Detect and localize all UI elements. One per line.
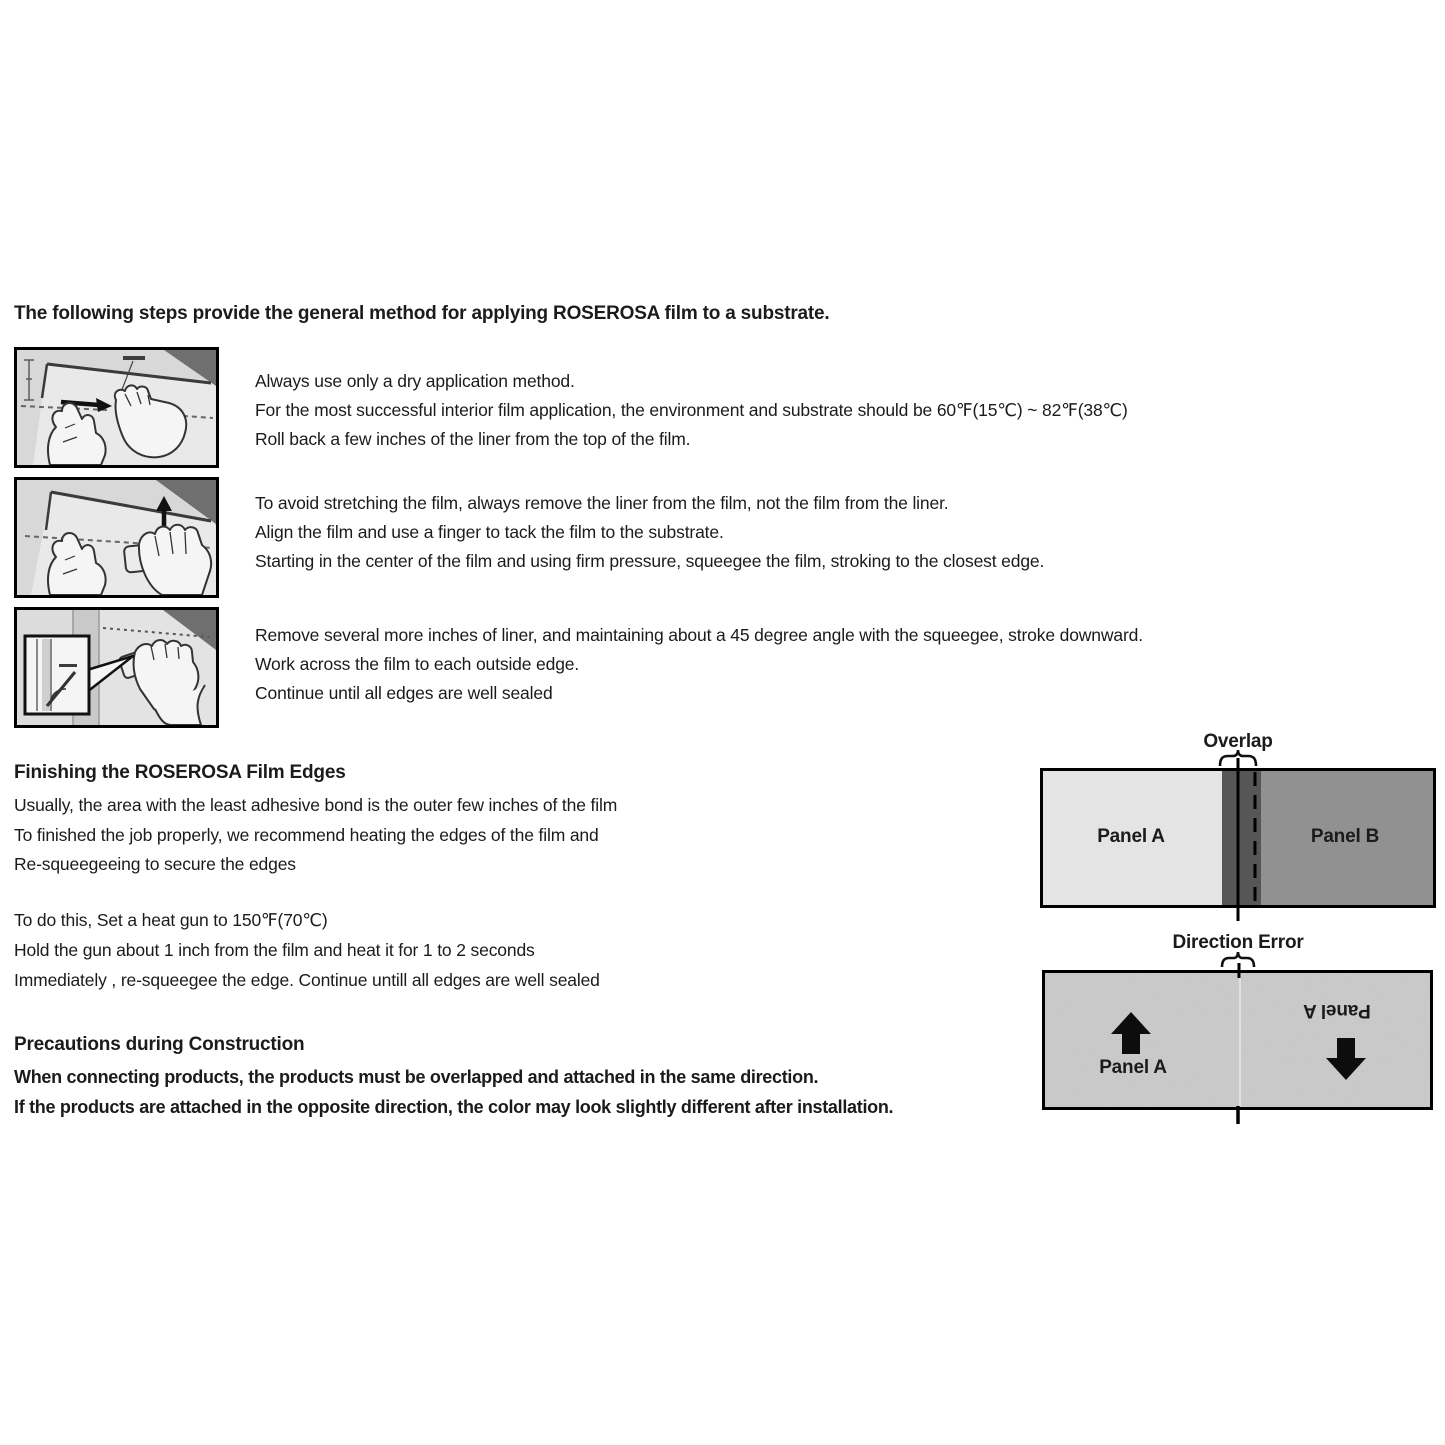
overlap-panel-b-label: Panel B — [1310, 826, 1380, 847]
step-2-illustration — [14, 477, 219, 598]
step-1-text — [255, 367, 1128, 454]
step-1-line-1: Always use only a dry application method. — [255, 371, 575, 391]
precautions-line-1: When connecting products, the products must be overlapped and attached in the same direction. — [14, 1067, 819, 1087]
step-2-text — [255, 489, 1044, 576]
overlap-panel-a-label: Panel A — [1097, 826, 1165, 847]
tiny-label-mark — [59, 664, 77, 667]
finishing-text — [14, 791, 617, 880]
direction-brace-icon — [1222, 952, 1254, 967]
step-3-line-1: Remove several more inches of liner, and maintaining about a 45 degree angle with the squeegee, stroke downward. — [255, 625, 1143, 645]
page-title: The following steps provide the general method for applying ROSEROSA film to a substrate. — [14, 303, 830, 324]
precautions-line-2: If the products are attached in the opposite direction, the color may look slightly different after installation. — [14, 1097, 894, 1117]
overlap-figure-label: Overlap — [1203, 731, 1273, 752]
panel-seam — [1239, 973, 1241, 1107]
step-1-illustration — [14, 347, 219, 468]
finishing-line-2: To finished the job properly, we recommend heating the edges of the film and — [14, 824, 599, 845]
tiny-label-mark — [123, 356, 145, 360]
overlap-strip — [1222, 771, 1261, 905]
step-3-illustration — [14, 607, 219, 728]
direction-panel-a-right-label-upside-down: Panel A — [1303, 1000, 1371, 1021]
step-3-line-3: Continue until all edges are well sealed — [255, 683, 553, 703]
step-3-drawing — [17, 610, 216, 725]
direction-panel-a-left-label: Panel A — [1099, 1057, 1167, 1078]
step-2-line-1: To avoid stretching the film, always remove the liner from the film, not the film from the liner. — [255, 493, 949, 513]
precautions-heading: Precautions during Construction — [14, 1034, 305, 1055]
step-1-line-2: For the most successful interior film application, the environment and substrate should be 60℉(15℃) ~ 82℉(38℃) — [255, 400, 1128, 420]
finishing-line-3: Re-squeegeeing to secure the edges — [14, 854, 296, 874]
heat-line-3: Immediately , re-squeegee the edge. Continue untill all edges are well sealed — [14, 970, 600, 990]
precautions-text — [14, 1062, 893, 1122]
step-1-line-3: Roll back a few inches of the liner from the top of the film. — [255, 429, 691, 449]
step-2-line-2: Align the film and use a finger to tack the film to the substrate. — [255, 522, 724, 542]
direction-error-figure-label: Direction Error — [1172, 932, 1304, 953]
direction-error-figure — [1042, 970, 1433, 1110]
finishing-heading: Finishing the ROSEROSA Film Edges — [14, 762, 346, 783]
finishing-line-1: Usually, the area with the least adhesive bond is the outer few inches of the film — [14, 795, 618, 815]
step-3-line-2: Work across the film to each outside edge. — [255, 654, 580, 674]
heat-line-2: Hold the gun about 1 inch from the film and heat it for 1 to 2 seconds — [14, 940, 535, 960]
step-2-line-3: Starting in the center of the film and using firm pressure, squeegee the film, stroking to the closest edge. — [255, 551, 1045, 571]
heat-line-1: To do this, Set a heat gun to 150℉(70℃) — [14, 910, 328, 930]
heat-gun-text — [14, 905, 600, 995]
step-3-text — [255, 621, 1143, 708]
step-1-drawing — [17, 350, 216, 465]
step-2-drawing — [17, 480, 216, 595]
grain-texture — [1045, 973, 1430, 1107]
